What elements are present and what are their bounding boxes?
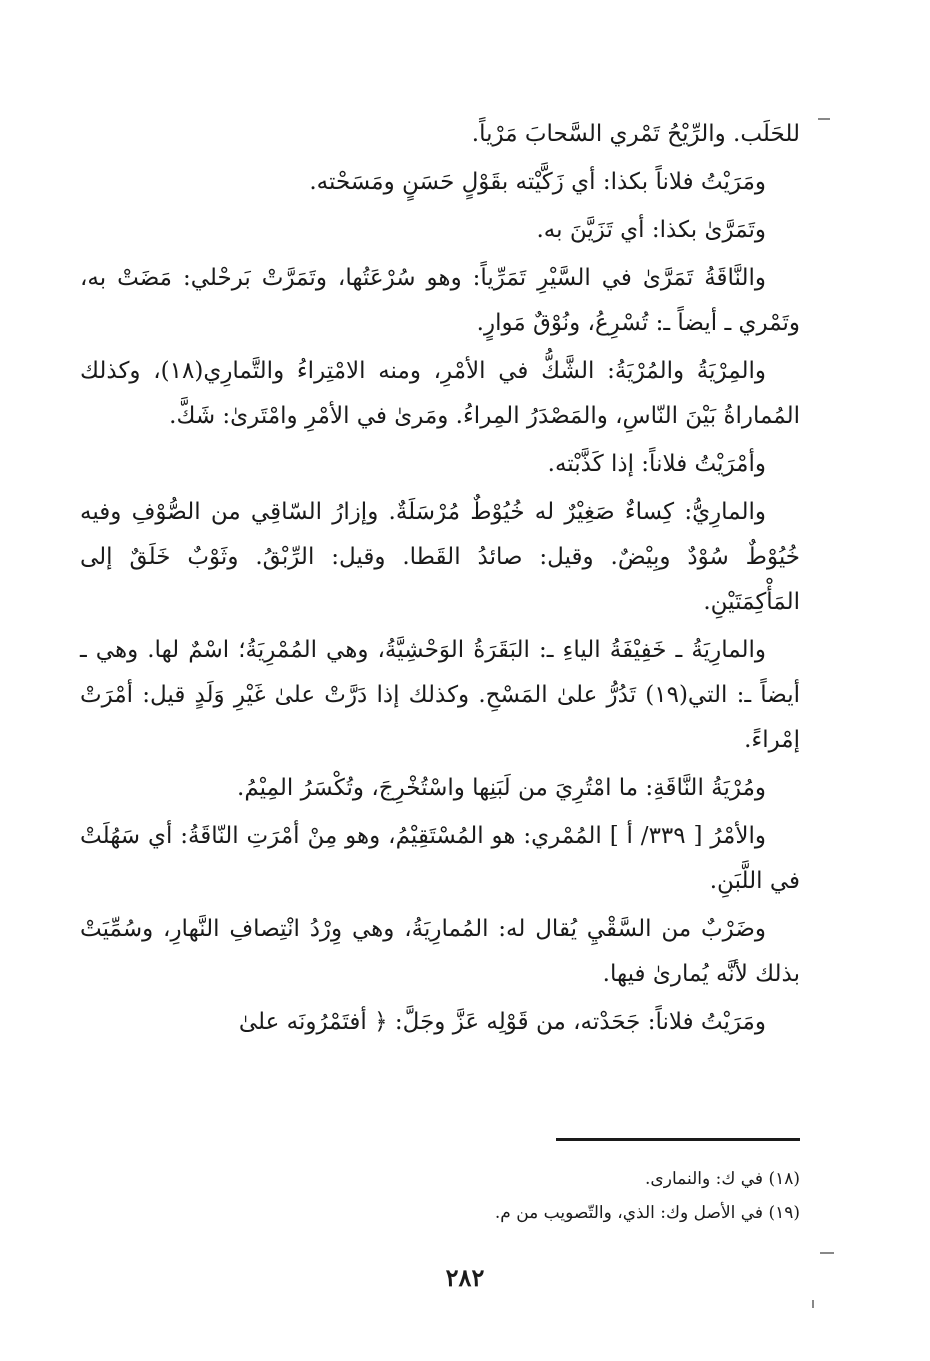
page-number: ٢٨٢ [445, 1263, 485, 1292]
paragraph: ومَرَيْتُ فلاناً بكذا: أي زَكَّيْته بقَوْلٍ حَسَنٍ ومَسَحْته. [309, 169, 766, 195]
paragraph: وتَمَرَّىٰ بكذا: أي تَزَيَّنَ به. [536, 217, 766, 243]
scan-mark [812, 1300, 814, 1308]
paragraph: ومَرَيْتُ فلاناً: جَحَدْته، من قَوْلِه عَزَّ وجَلَّ: ﴿ أفتَمْرُونَه علىٰ [238, 1009, 766, 1035]
paragraph: والمارِيُّ: كِساءٌ صَغِيْرٌ له خُيُوْطٌ مُرْسَلَةٌ. وإزارُ السّاقِي من الصُّوْفِ وفيه خُيُوْطٌ سُوْدٌ وبِيْضٌ. وقيل: صائدُ القَطا. وقيل: الرِّبْقُ. وثَوْبٌ خَلَقٌ إلى المَأْكِمَتَيْنِ. [80, 499, 800, 615]
paragraph: للحَلَب. والرِّيْحُ تَمْري السَّحابَ مَرْياً. [471, 121, 800, 147]
paragraph: وأمْرَيْتُ فلاناً: إذا كَذَّبْته. [547, 451, 766, 477]
main-text [80, 112, 800, 1045]
paragraph: والمِرْيَةُ والمُرْيَةُ: الشَّكُّ في الأمْرِ، ومنه الامْتِراءُ والتَّمارِي(١٨)، وكذلك المُماراةُ بَيْنَ النّاسِ، والمَصْدَرُ المِراءُ. ومَرىٰ في الأمْرِ وامْتَرىٰ: شَكَّ. [80, 358, 800, 429]
paragraph: ومُرْيَةُ النَّاقَةِ: ما امْتُرِيَ من لَبَنِها واسْتُخْرِجَ، وتُكْسَرُ المِيْمُ. [237, 775, 766, 801]
footnote-separator [556, 1138, 800, 1141]
paragraph: وضَرْبٌ من السَّقْيِ يُقال له: المُمارِيَةُ، وهي وِرْدُ انْتِصافِ النَّهارِ، وسُمِّيَتْ بذلك لأنَّه يُمارىٰ فيها. [80, 916, 800, 987]
footnote: (١٩) في الأصل وك: الذي، والتّصويب من م. [494, 1203, 800, 1223]
footnote: (١٨) في ك: والنمارى. [645, 1169, 800, 1189]
footnotes [80, 1162, 800, 1230]
scan-mark [818, 118, 830, 120]
paragraph: والنَّاقَةُ تَمَرَّىٰ في السَّيْرِ تَمَرِّياً: وهو سُرْعَتُها، وتَمَرَّتْ بَرحْلي: مَضَتْ به، وتَمْري ـ أيضاً ـ: تُسْرِعُ، ونُوْقٌ مَوارٍ. [80, 265, 800, 336]
paragraph: والمارِيَةُ ـ خَفِيْفَةُ الياءِ ـ: البَقَرَةُ الوَحْشِيَّةُ، وهي المُمْرِيَةُ؛ اسْمٌ لها. وهي ـ أيضاً ـ: التي(١٩) تَدُرُّ علىٰ المَسْحِ. وكذلك إذا دَرَّتْ علىٰ غَيْرِ وَلَدٍ قيل: أمْرَتْ إمْراءً. [80, 637, 800, 753]
scan-mark [820, 1252, 834, 1254]
paragraph: والأمْرُ [ ٣٣٩/ أ ] المُمْري: هو المُسْتَقِيْمُ، وهو مِنْ أمْرَتِ النّاقَةُ: أي سَهُلَتْ في اللَّبَنِ. [80, 823, 800, 894]
